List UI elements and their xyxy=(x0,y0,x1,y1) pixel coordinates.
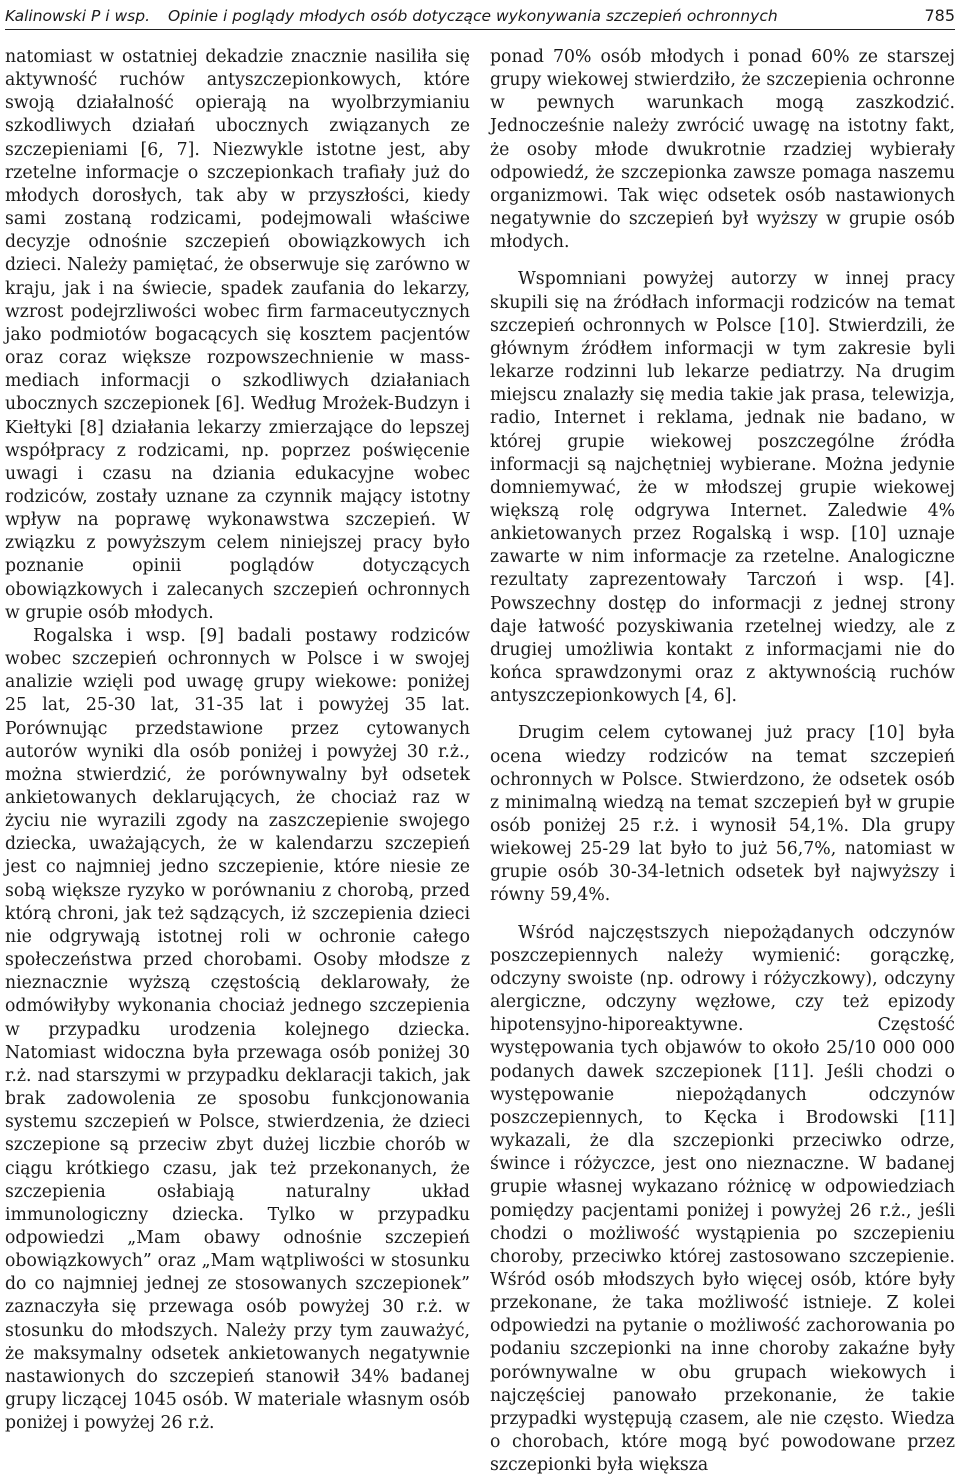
page-number: 785 xyxy=(924,6,955,25)
running-header xyxy=(5,2,955,30)
header-authors: Kalinowski P i wsp. xyxy=(5,7,151,25)
text-columns xyxy=(5,46,955,1477)
left-column xyxy=(5,46,470,1477)
paragraph: Drugim celem cytowanej już pracy [10] była ocena wiedzy rodziców na temat szczepień ochronnych w Polsce. Stwierdzono, że odsetek osób z minimalną wiedzą na temat szczepień był w grupie osób poniżej 25 r.ż. i wynosił 54,1%. Dla grupy wiekowej 25-29 lat było to już 56,7%, natomiast w grupie osób 30-34-letnich odsetek był najwyższy i równy 59,4%. xyxy=(490,723,955,906)
paragraph: Rogalska i wsp. [9] badali postawy rodziców wobec szczepień ochronnych w Polsce i w swojej analizie wzięli pod uwagę grupy wiekowe: poniżej 25 lat, 25-30 lat, 31-35 lat i powyżej 35 lat. Porównując przedstawione przez cytowanych autorów wyniki dla osób poniżej i powyżej 30 r.ż., można stwierdzić, że porównywalny był odsetek ankietowanych deklarujących, że chociaż raz w życiu nie wyrazili zgody na zaszczepienie swojego dziecka, uważających, że w kalendarzu szczepień jest co najmniej jedno szczepienie, które niesie ze sobą większe ryzyko w porównaniu z chorobą, przed którą chroni, jak też sądzących, iż szczepienia dzieci nie odgrywają istotnej roli w ochronie całego społeczeństwa przed chorobami. Osoby młodsze z nieznacznie wyższą częstością deklarowały, że odmówiłyby wykonania chociaż jednego szczepienia w przypadku urodzenia kolejnego dziecka. Natomiast widoczna była przewaga osób poniżej 30 r.ż. nad starszymi w przypadku deklaracji takich, jak brak zadowolenia ze sposobu funkcjonowania systemu szczepień w Polsce, stwierdzenia, że dzieci szczepione są przeciw zbyt dużej liczbie chorób w ciągu krótkiego czasu, jak też przekonanych, że szczepienia osłabiają naturalny układ immunologiczny dziecka. Tylko w przypadku odpowiedzi „Mam obawy odnośnie szczepień obowiązkowych” oraz „Mam wątpliwości w stosunku do co najmniej jednej ze stosowanych szczepionek” zaznaczyła się przewaga osób powyżej 30 r.ż. w stosunku do młodszych. Należy przy tym zauważyć, że maksymalny odsetek ankietowanych negatywnie nastawionych do szczepień stanowił 34% badanej grupy liczącej 1045 osób. W materiale własnym osób poniżej i powyżej 26 r.ż. xyxy=(5,625,470,1434)
right-column xyxy=(490,46,955,1477)
header-left xyxy=(5,7,778,25)
paragraph: Wśród najczęstszych niepożądanych odczynów poszczepiennych należy wymienić: gorączkę, odczyny swoiste (np. odrowy i różyczkowy), odczyny alergiczne, odczyny węzłowe, czy też epizody hipotensyjno-hiporeaktywne. Częstość występowania tych objawów to około 25/10 000 000 podanych dawek szczepionek [11]. Jeśli chodzi o występowanie niepożądanych odczynów poszczepiennych, to Kęcka i Brodowski [11] wykazali, że dla szczepionki przeciwko odrze, śwince i różyczce, jest ono nieznaczne. W badanej grupie własnej wykazano różnicę w odpowiedziach pomiędzy pacjentami poniżej i powyżej 26 r.ż., jeśli chodzi o możliwość wystąpienia po szczepieniu choroby, przeciwko której zastosowano szczepienie. Wśród osób młodszych było więcej osób, które były przekonane, że taka możliwość istnieje. Z kolei odpowiedzi na pytanie o możliwość zachorowania po podaniu szczepionki na inne choroby zakaźne były porównywalne w obu grupach wiekowych i najczęściej panowało przekonanie, że takie przypadki występują czasem, ale nie często. Wiedza o chorobach, które mogą być powodowane przez szczepionki była większa xyxy=(490,922,955,1476)
paragraph: Wspomniani powyżej autorzy w innej pracy skupili się na źródłach informacji rodziców na temat szczepień ochronnych w Polsce [10]. Stwierdzili, że głównym źródłem informacji w tym zakresie byli lekarze rodzinni lub lekarze pediatrzy. Na drugim miejscu znalazły się media takie jak prasa, telewizja, radio, Internet i reklama, jednak nie badano, w której grupie wiekowej poszczególne źródła informacji są najchętniej wybierane. Można jedynie domniemywać, że w młodszej grupie wiekowej większą rolę odgrywa Internet. Zaledwie 4% ankietowanych przez Rogalską i wsp. [10] uznaje zawarte w nim informacje za rzetelne. Analogiczne rezultaty zaprezentowały Tarczoń i wsp. [4]. Powszechny dostęp do informacji z jednej strony daje łatwość pozyskiwania rzetelnej wiedzy, ale z drugiej umożliwia kontakt z informacjami nie do końca sprawdzonymi oraz z aktywnością ruchów antyszczepionkowych [4, 6]. xyxy=(490,269,955,707)
article-page xyxy=(0,2,960,1476)
header-title: Opinie i poglądy młodych osób dotyczące wykonywania szczepień ochronnych xyxy=(168,7,778,25)
paragraph: ponad 70% osób młodych i ponad 60% ze starszej grupy wiekowej stwierdziło, że szczepienia ochronne w pewnych warunkach mogą zaszkodzić. Jednocześnie należy zwrócić uwagę na istotny fakt, że osoby młode dwukrotnie rzadziej wybierały odpowiedź, że szczepionka zawsze pomaga naszemu organizmowi. Tak więc odsetek osób nastawionych negatywnie do szczepień był wyższy w grupie osób młodych. xyxy=(490,47,955,253)
paragraph: natomiast w ostatniej dekadzie znacznie nasiliła się aktywność ruchów antyszczepionkowych, które swoją działalność opierają na wyolbrzymianiu szkodliwych działań ubocznych związanych ze szczepieniami [6, 7]. Niezwykle istotne jest, aby rzetelne informacje o szczepionkach trafiały już do młodych dorosłych, tak aby w przyszłości, kiedy sami zostaną rodzicami, podejmowali właściwe decyzje odnośnie szczepień obowiązkowych ich dzieci. Należy pamiętać, że obserwuje się zarówno w kraju, jak i na świecie, spadek zaufania do lekarzy, wzrost podejrzliwości wobec firm farmaceutycznych jako podmiotów bogacących się kosztem pacjentów oraz coraz większe rozpowszechnienie w mass-mediach informacji o szkodliwych działaniach ubocznych szczepionek [6]. Według Mrożek-Budzyn i Kiełtyki [8] działania lekarzy zmierzające do lepszej współpracy z rodzicami, np. poprzez poświęcenie uwagi i czasu na dziania edukacyjne wobec rodziców, zostały uznane za czynnik mający istotny wpływ na poprawę wykonawstwa szczepień. W związku z powyższym celem niniejszej pracy było poznanie opinii poglądów dotyczących obowiązkowych i zalecanych szczepień ochronnych w grupie osób młodych. xyxy=(5,47,470,623)
